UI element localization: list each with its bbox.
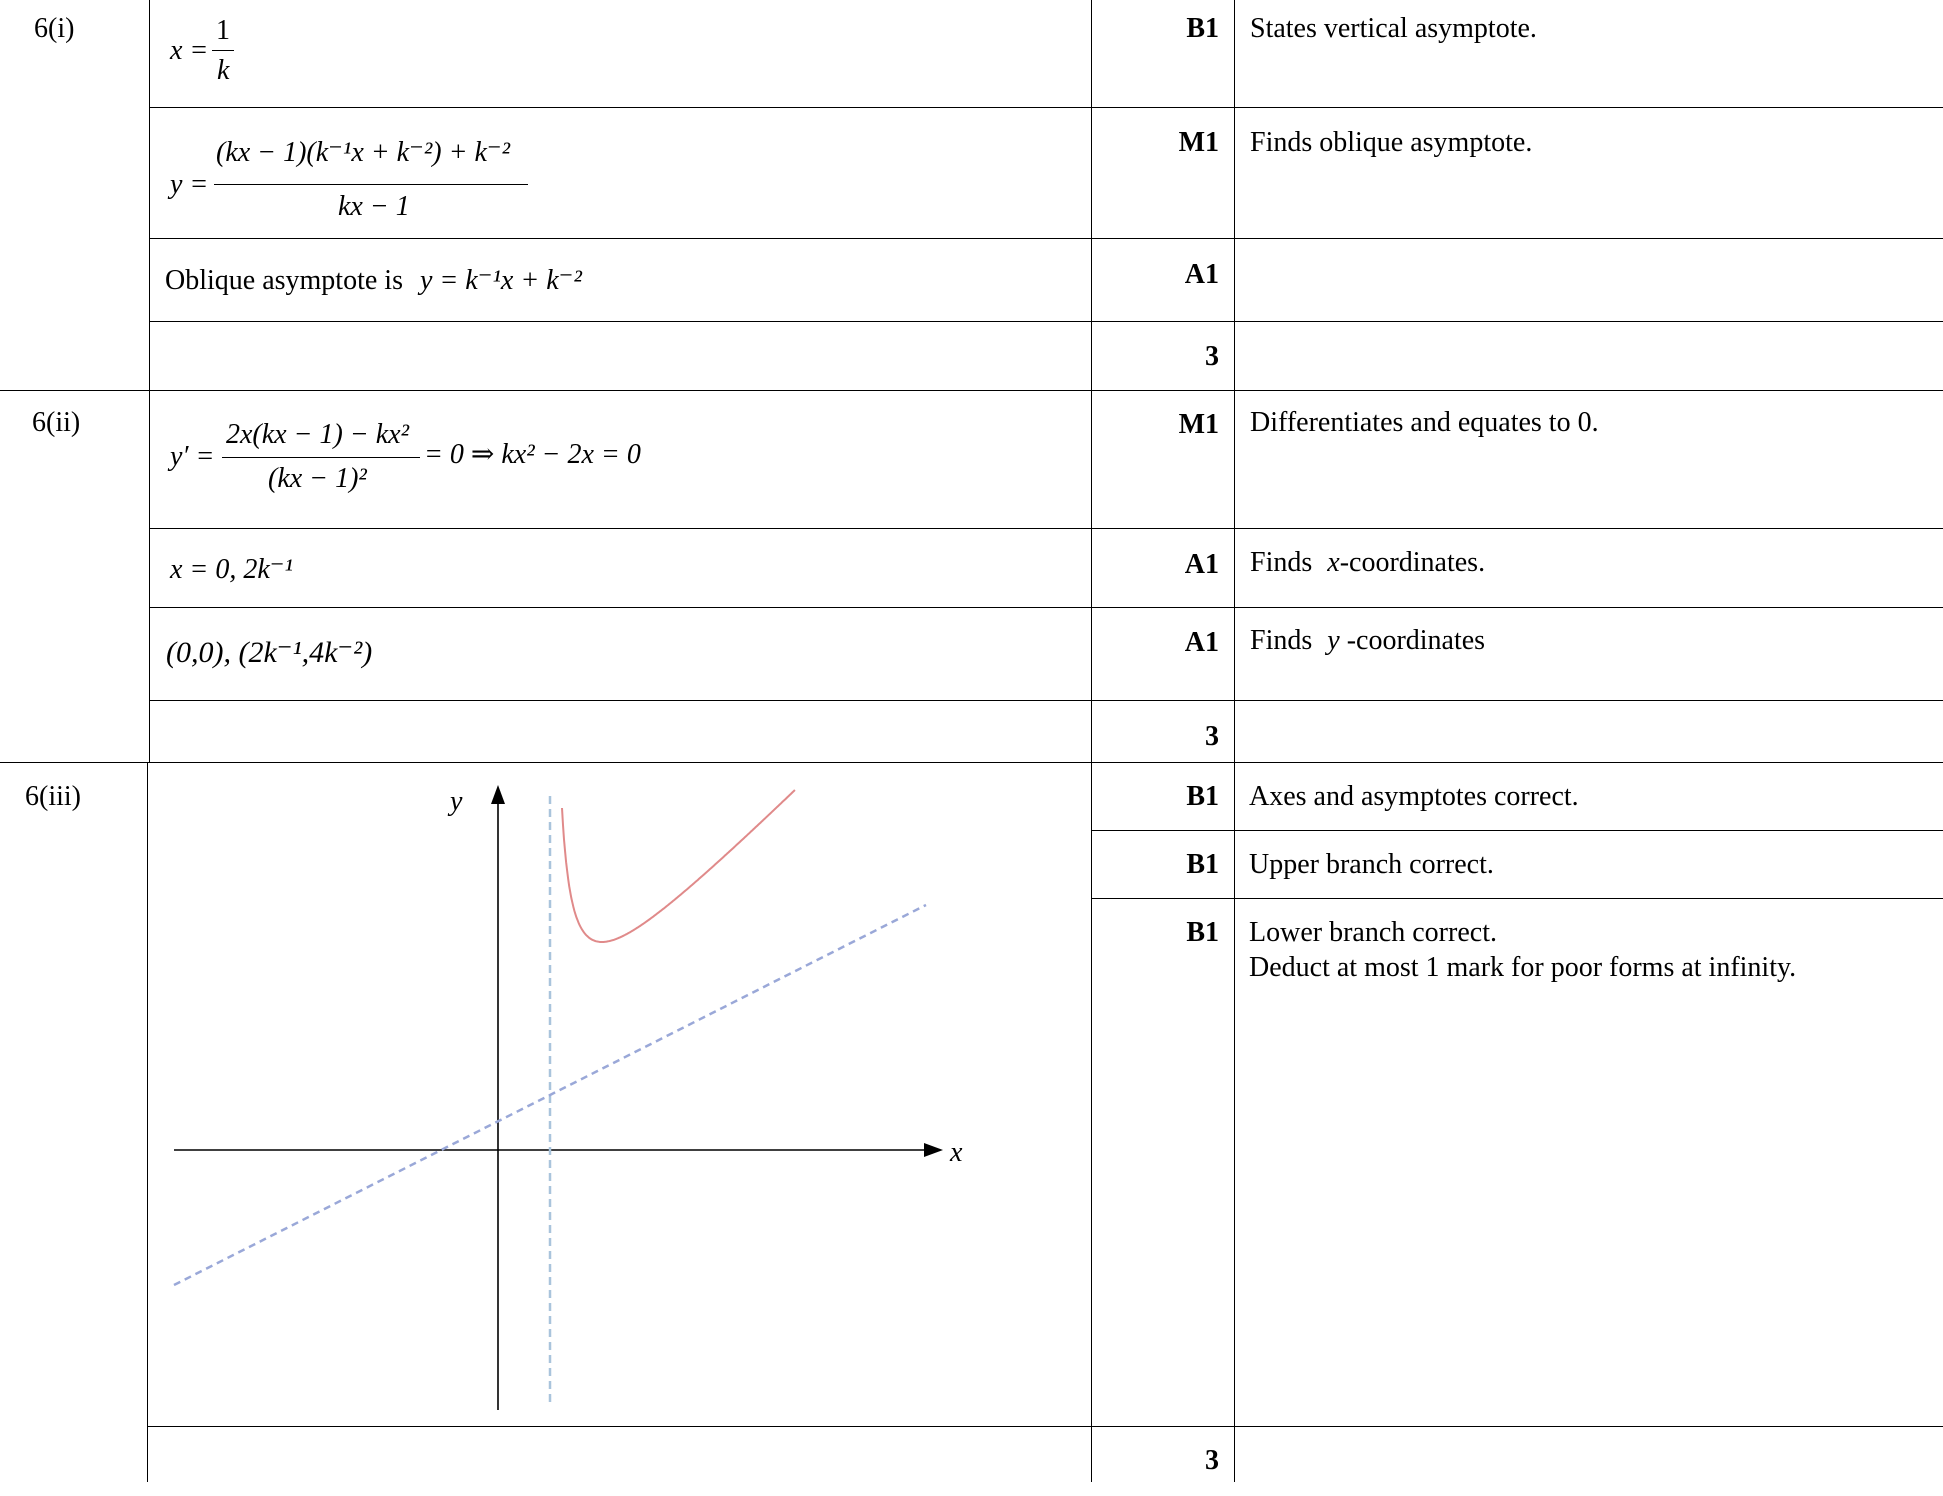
guidance-pre: Finds [1250, 625, 1313, 656]
sketch-graph [160, 770, 990, 1420]
row-line [149, 238, 1943, 239]
row-line [1091, 830, 1943, 831]
answer-label: Oblique asymptote is [165, 265, 403, 296]
upper-branch [562, 790, 795, 942]
guidance: Lower branch correct. [1249, 917, 1497, 948]
mark: A1 [1184, 549, 1219, 580]
col-divider-1 [149, 0, 150, 390]
guidance-post: -coordinates [1346, 625, 1486, 656]
row-line [149, 607, 1943, 608]
guidance: Differentiates and equates to 0. [1250, 407, 1599, 438]
answer-math: (0,0), (2k⁻¹,4k⁻²) [166, 636, 373, 669]
fraction-bar [214, 184, 528, 185]
section-line [0, 762, 1943, 763]
row-line [149, 321, 1943, 322]
guidance: Finds oblique asymptote. [1250, 127, 1533, 158]
guidance [1250, 624, 1485, 658]
question-number: 6(ii) [32, 407, 81, 438]
answer-denominator: kx − 1 [338, 191, 410, 222]
guidance [1250, 546, 1485, 580]
mark: B1 [1186, 781, 1219, 812]
answer-numerator: 1 [216, 15, 230, 46]
fraction-bar [222, 457, 420, 458]
col-divider-2 [1091, 0, 1092, 1482]
y-axis-label: y [450, 786, 463, 817]
answer-denominator: k [217, 55, 230, 86]
col-divider-1 [147, 762, 148, 1482]
total-mark: 3 [1205, 341, 1219, 372]
guidance-var: x [1327, 547, 1340, 578]
fraction-bar [212, 50, 234, 51]
question-number: 6(i) [34, 13, 75, 44]
answer-numerator: 2x(kx − 1) − kx² [226, 419, 409, 450]
total-mark: 3 [1205, 1445, 1219, 1476]
answer-math: x = 0, 2k⁻¹ [170, 554, 293, 585]
answer-text [165, 264, 582, 298]
guidance: Axes and asymptotes correct. [1249, 781, 1579, 812]
row-line [149, 700, 1943, 701]
guidance: States vertical asymptote. [1250, 13, 1537, 44]
mark: M1 [1178, 409, 1219, 440]
question-number: 6(iii) [25, 781, 81, 812]
guidance-var: y [1327, 625, 1340, 656]
x-axis-arrow [924, 1143, 943, 1157]
row-line [147, 1426, 1943, 1427]
total-mark: 3 [1205, 721, 1219, 752]
mark: B1 [1186, 849, 1219, 880]
row-line [149, 528, 1943, 529]
mark: M1 [1178, 127, 1219, 158]
answer-rhs: = 0 ⇒ kx² − 2x = 0 [424, 439, 641, 470]
mark: A1 [1184, 259, 1219, 290]
guidance: Deduct at most 1 mark for poor forms at infinity. [1249, 952, 1797, 983]
answer-numerator: (kx − 1)(k⁻¹x + k⁻²) + k⁻² [216, 137, 511, 168]
answer-lhs: y′ = [170, 441, 215, 472]
row-line [1091, 898, 1943, 899]
answer-denominator: (kx − 1)² [268, 463, 367, 494]
x-axis-label: x [950, 1137, 963, 1168]
answer-math: y = k⁻¹x + k⁻² [419, 265, 582, 296]
col-divider-3 [1234, 0, 1235, 1482]
col-divider-1 [149, 390, 150, 762]
y-axis-arrow [491, 785, 505, 804]
guidance: Upper branch correct. [1249, 849, 1494, 880]
answer-lhs: x = [170, 35, 209, 66]
mark: A1 [1184, 627, 1219, 658]
answer-lhs: y = [170, 169, 209, 200]
mark: B1 [1186, 13, 1219, 44]
guidance-pre: Finds [1250, 547, 1313, 578]
section-line [0, 390, 1943, 391]
row-line [149, 107, 1943, 108]
guidance-post: -coordinates. [1339, 547, 1486, 578]
mark: B1 [1186, 917, 1219, 948]
